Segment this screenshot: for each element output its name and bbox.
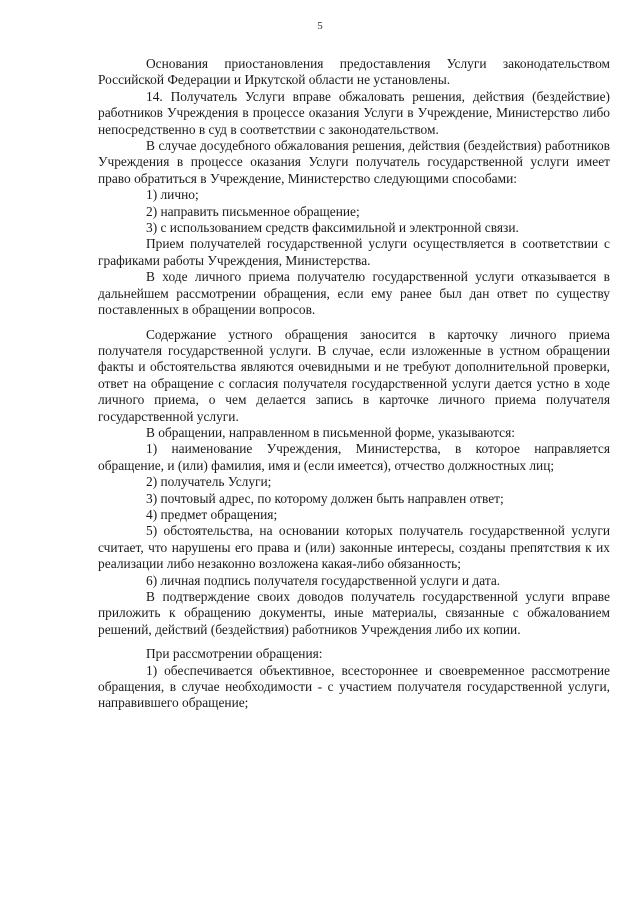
list-item-institution-name: 1) наименование Учреждения, Министерства, в которое направляется обращение, и (или) фамилия, имя и (если имеется), отчество должностных лиц; xyxy=(98,441,610,473)
paragraph-reception-schedule: Прием получателей государственной услуги осуществляется в соответствии с графиками работы Учреждения, Министерства. xyxy=(98,236,610,268)
paragraph-suspension-grounds: Основания приостановления предоставления Услуги законодательством Российской Федерации и Иркутской области не установлены. xyxy=(98,56,610,88)
paragraph-pretrial-appeal: В случае досудебного обжалования решения, действия (бездействия) работников Учреждения в процессе оказания Услуги получатель государственной услуги имеет право обратиться в Учреждение, Министерство следующими способами: xyxy=(98,138,610,186)
paragraph-14-appeal-right: 14. Получатель Услуги вправе обжаловать решения, действия (бездействие) работников Учреждения в процессе оказания Услуги в Учреждение, Министерство либо непосредственно в суд в соответствии с законодательством. xyxy=(98,88,610,137)
paragraph-written-appeal-contents: В обращении, направленном в письменной форме, указываются: xyxy=(146,424,515,440)
list-item-fax-electronic: 3) с использованием средств факсимильной и электронной связи. xyxy=(146,220,519,236)
list-item-objective-review: 1) обеспечивается объективное, всестороннее и своевременное рассмотрение обращения, в случае необходимости - с участием получателя государственной услуги, направившего обращение; xyxy=(98,662,610,711)
list-item-in-person: 1) лично; xyxy=(146,187,199,203)
list-item-recipient: 2) получатель Услуги; xyxy=(146,474,272,490)
document-body xyxy=(98,56,610,712)
list-item-signature-date: 6) личная подпись получателя государственной услуги и дата. xyxy=(146,572,501,588)
paragraph-oral-appeal: Содержание устного обращения заносится в карточку личного приема получателя государственной услуги. В случае, если изложенные в устном обращении факты и обстоятельства являются очевидными и не требуют дополнительной проверки, ответ на обращение с согласия получателя государственной услуги дается устно в ходе личного приема, о чем делается запись в карточке личного приема получателя государственной услуги. xyxy=(98,326,610,424)
list-item-postal-address: 3) почтовый адрес, по которому должен быть направлен ответ; xyxy=(146,490,504,506)
paragraph-personal-reception-refusal: В ходе личного приема получателю государственной услуги отказывается в дальнейшем рассмотрении обращения, если ему ранее был дан ответ по существу поставленных в обращении вопросов. xyxy=(98,269,610,318)
paragraph-supporting-documents: В подтверждение своих доводов получатель государственной услуги вправе приложить к обращению документы, иные материалы, связанные с обжалованием решений, действий (бездействия) работников Учреждения либо их копии. xyxy=(98,589,610,637)
list-item-circumstances: 5) обстоятельства, на основании которых получатель государственной услуги считает, что нарушены его права и (или) законные интересы, созданы препятствия к их реализации либо незаконно возложена какая-либо обязанность; xyxy=(98,523,610,572)
paragraph-review-heading: При рассмотрении обращения: xyxy=(146,646,323,662)
list-item-written: 2) направить письменное обращение; xyxy=(146,203,360,219)
page-number: 5 xyxy=(317,20,323,32)
list-item-subject: 4) предмет обращения; xyxy=(146,506,278,522)
